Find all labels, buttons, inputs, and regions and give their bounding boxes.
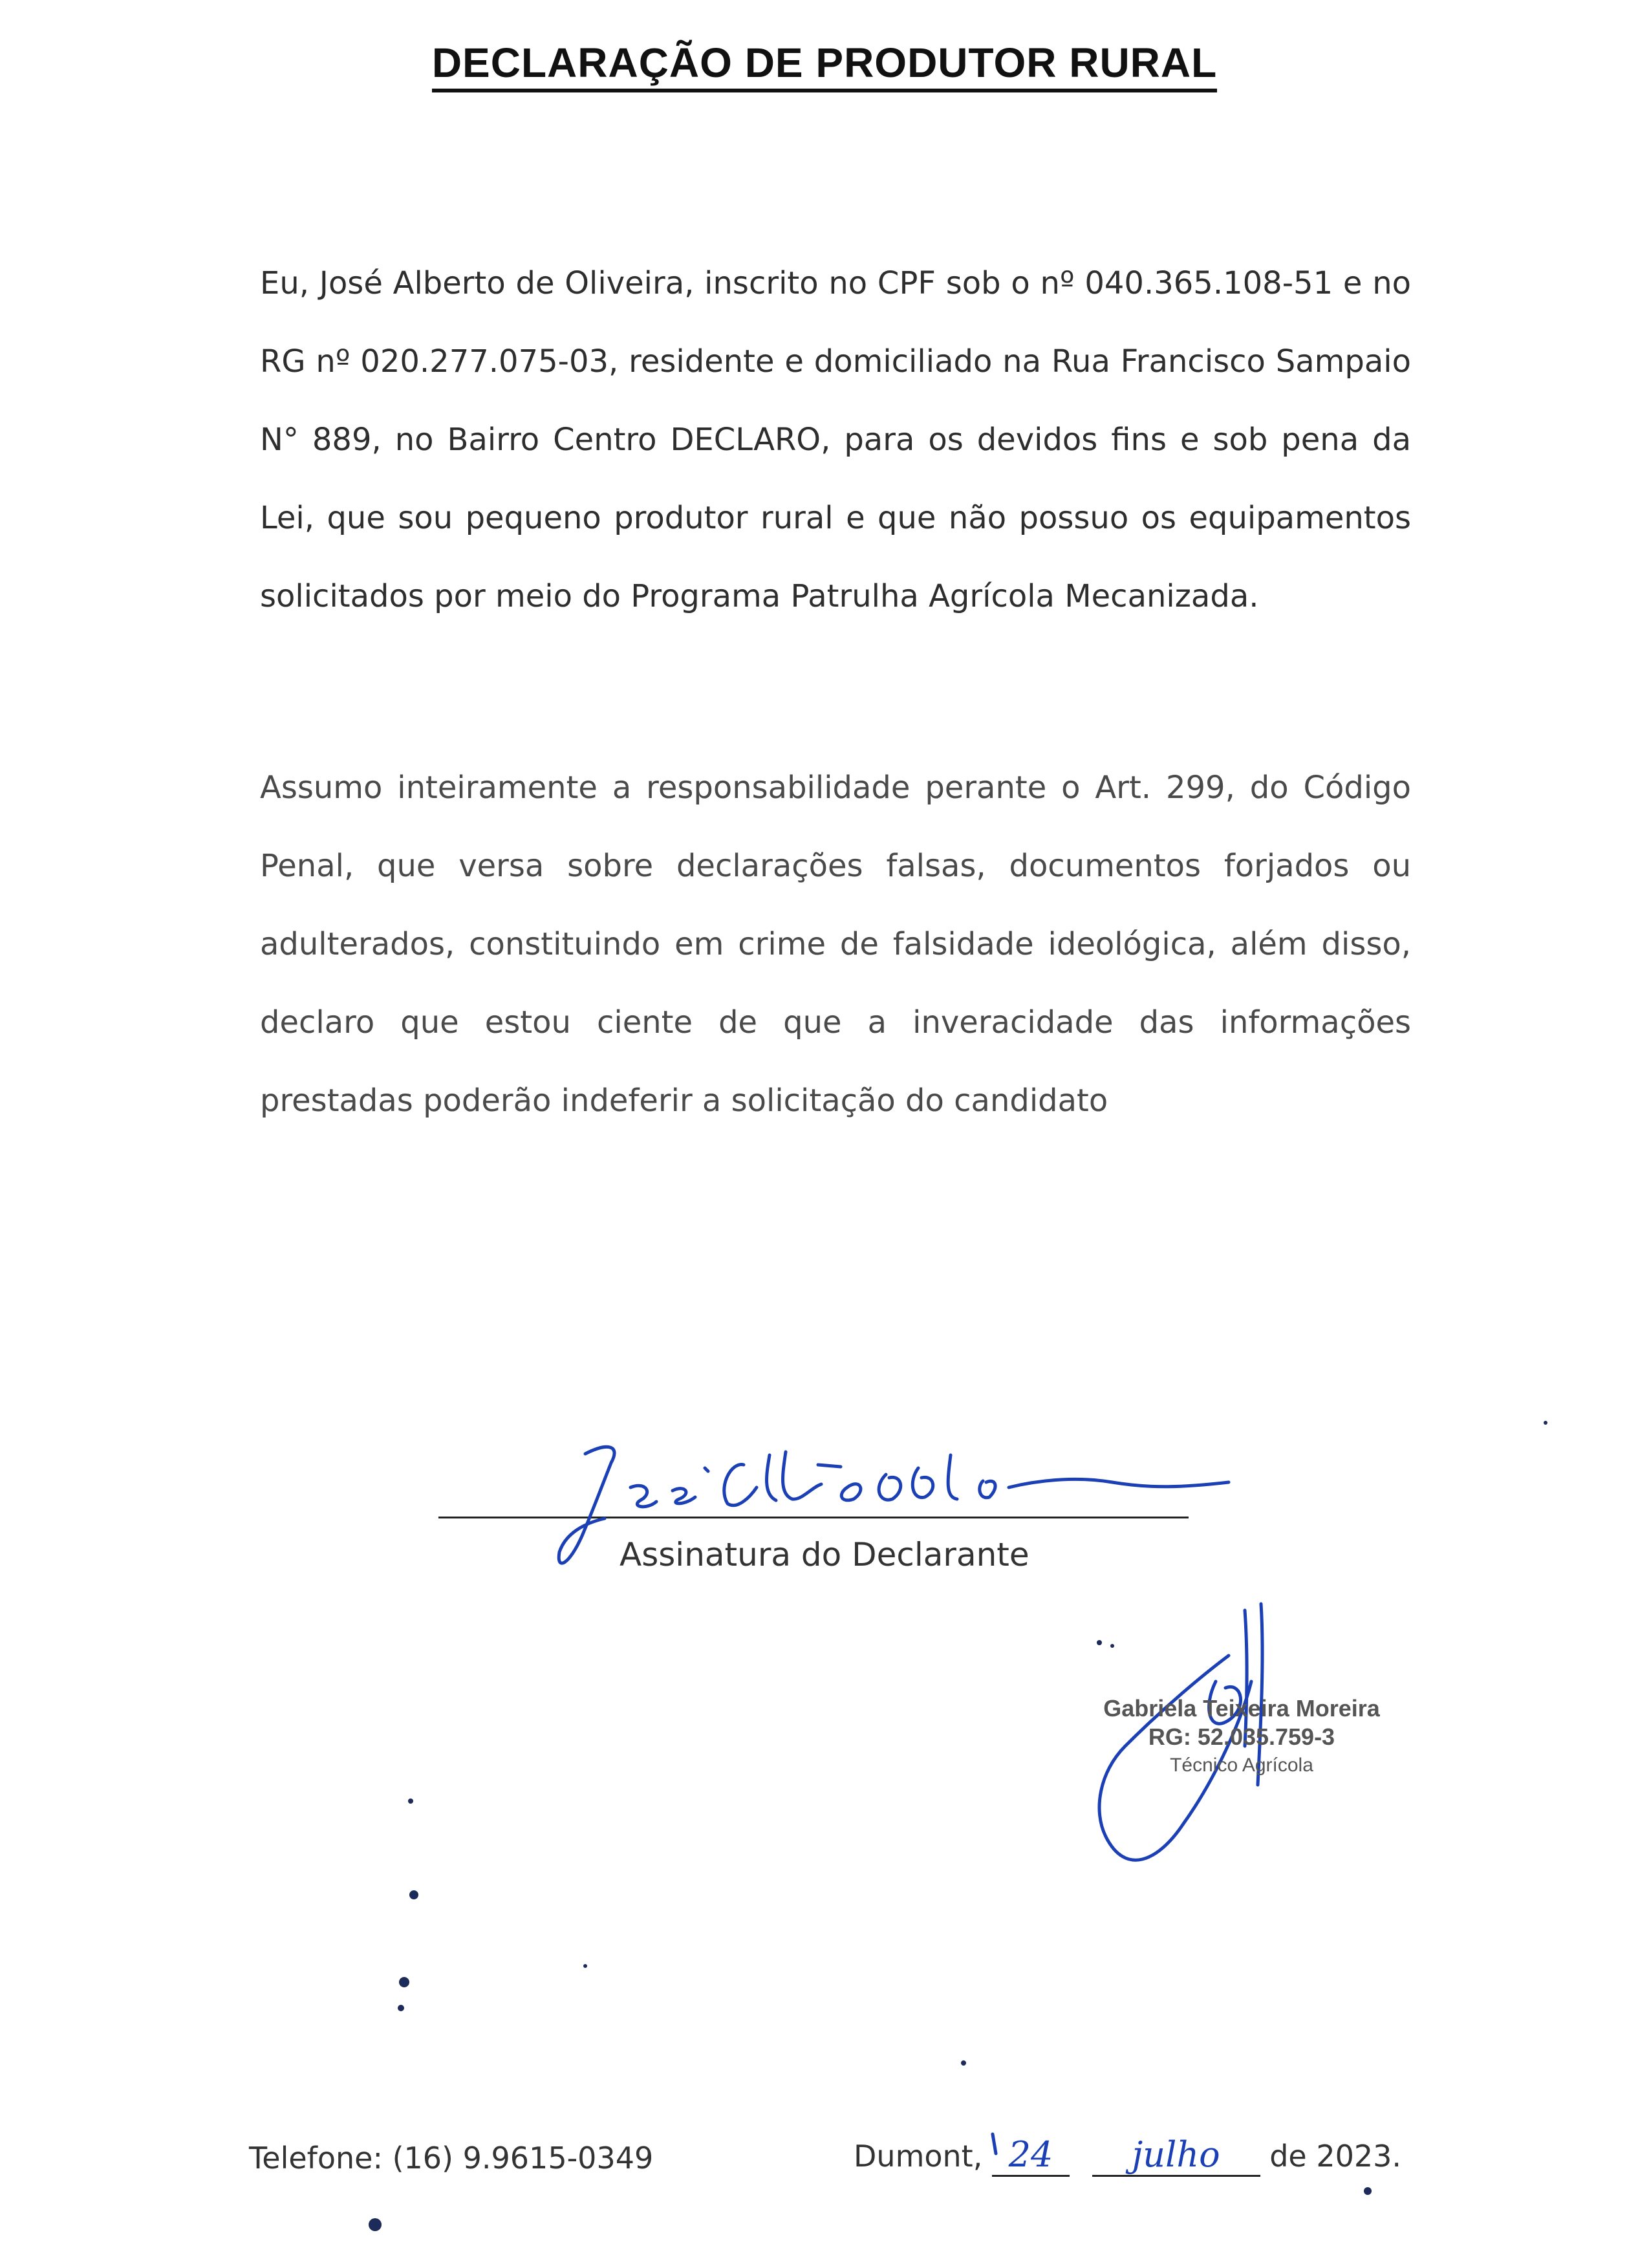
responsibility-paragraph: Assumo inteiramente a responsabilidade perante o Art. 299, do Código Penal, que versa sobre declarações falsas, documentos forjados ou adulterados, constituindo em crime de falsidade ideológica, além disso, declaro que estou ciente de que a inveracidade das informações prestadas poderão indeferir a solicitação do candidato [260,770,1411,1119]
stamp-rg: RG: 52.035.759-3 [1148,1723,1335,1750]
date-city: Dumont, [854,2139,983,2174]
date-day: 24 [992,2134,1070,2177]
declarant-signature-mark [559,1447,1229,1563]
date-year: de 2023. [1269,2139,1402,2174]
date-month: julho [1092,2134,1260,2177]
declaration-paragraph: Eu, José Alberto de Oliveira, inscrito no CPF sob o nº 040.365.108-51 e no RG nº 020.277.075-03, residente e domiciliado na Rua Francisco Sampaio N° 889, no Bairro Centro DECLARO, para os devidos fins e sob pena da Lei, que sou pequeno produtor rural e que não possuo os equipamentos solicitados por meio do Programa Patrulha Agrícola Mecanizada. [260,265,1411,614]
phone-number: Telefone: (16) 9.9615-0349 [249,2141,654,2176]
signature-caption: Assinatura do Declarante [620,1536,1029,1573]
place-and-date [854,2134,1401,2177]
stamp-role: Técnico Agrícola [1170,1755,1313,1776]
technician-stamp [1061,1694,1423,1780]
stamp-name: Gabriela Teixeira Moreira [1103,1695,1380,1722]
document-title-text: DECLARAÇÃO DE PRODUTOR RURAL [432,39,1217,92]
